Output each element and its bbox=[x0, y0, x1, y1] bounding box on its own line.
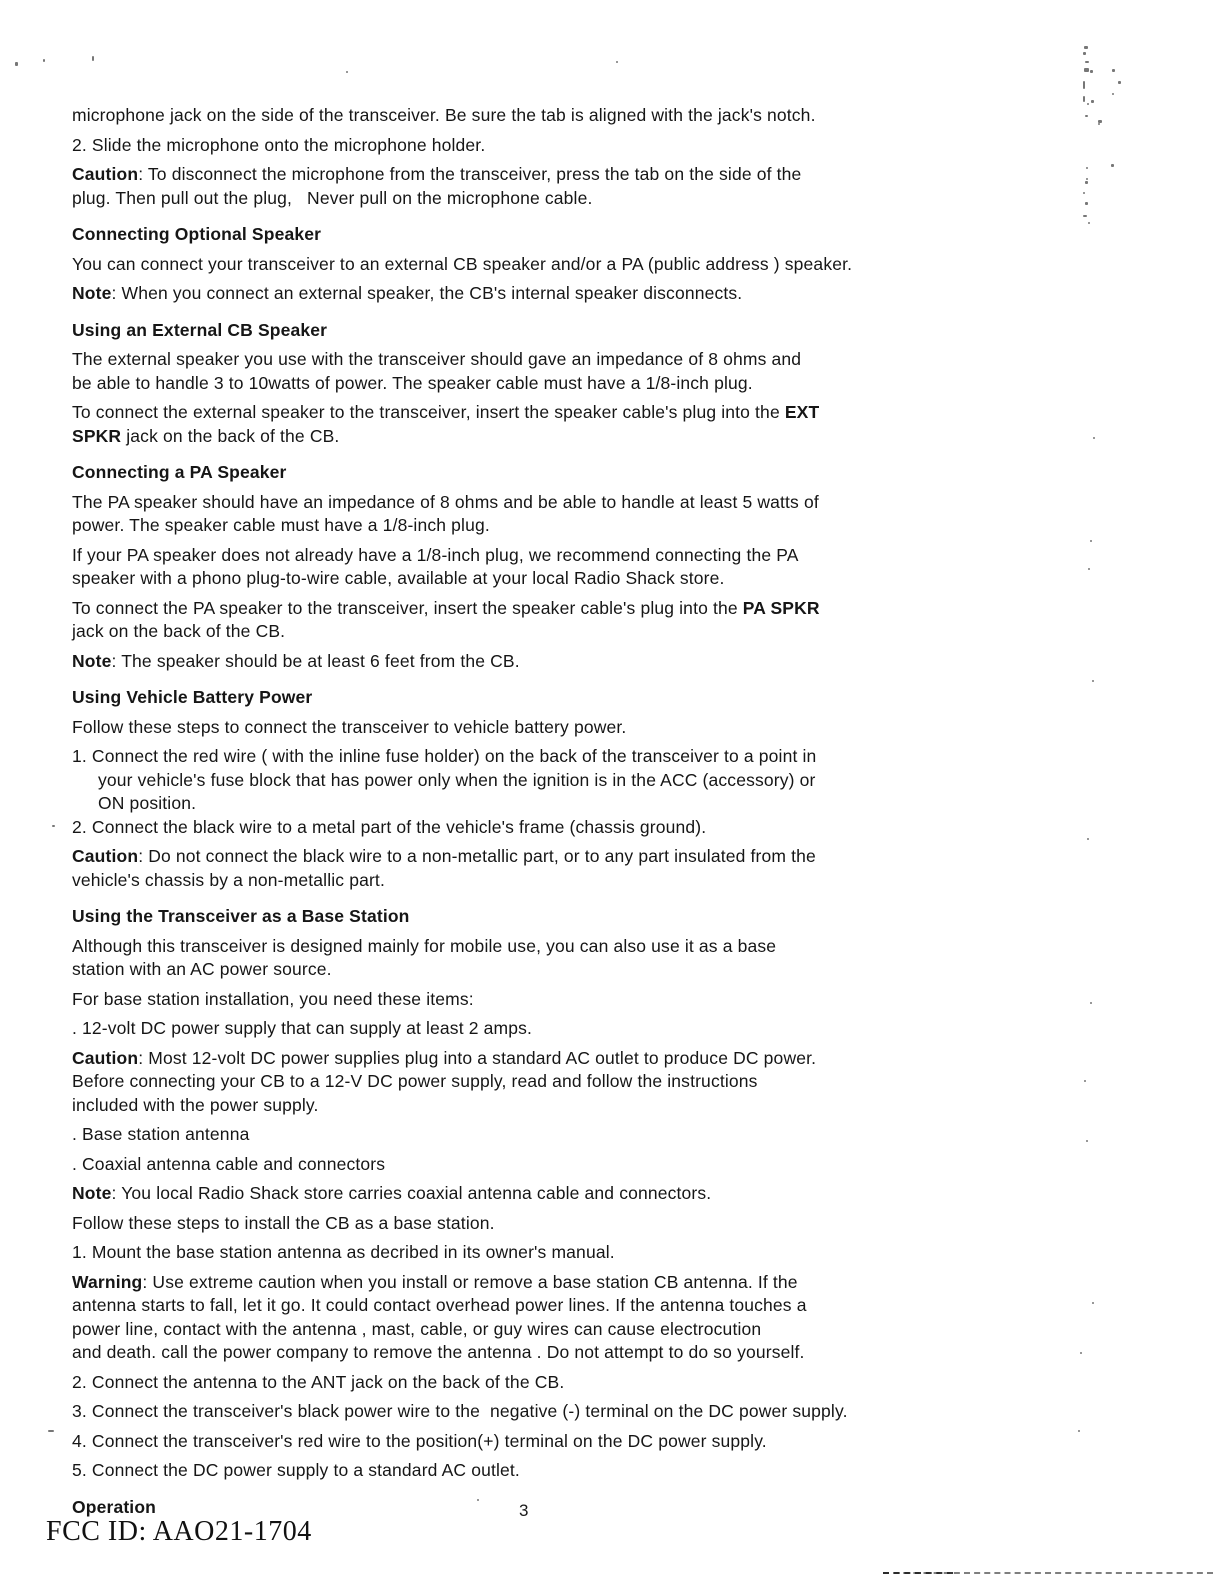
paragraph bbox=[72, 935, 1032, 982]
text-run: and death. call the power company to remove the antenna . Do not attempt to do so yourself. bbox=[72, 1342, 805, 1362]
section-heading bbox=[72, 312, 1032, 343]
paragraph bbox=[72, 491, 1032, 538]
scan-speckle bbox=[1086, 167, 1088, 169]
paragraph bbox=[72, 401, 1032, 448]
text-run: To connect the PA speaker to the transceiver, insert the speaker cable's plug into the bbox=[72, 597, 743, 618]
paragraph bbox=[72, 348, 1032, 395]
text-run: vehicle's chassis by a non-metallic part. bbox=[72, 869, 385, 890]
text-run: : You local Radio Shack store carries coaxial antenna cable and connectors. bbox=[111, 1183, 712, 1203]
text-run: . Coaxial antenna cable and connectors bbox=[72, 1153, 386, 1174]
scan-speckle bbox=[1087, 838, 1089, 840]
paragraph bbox=[72, 845, 1032, 892]
scan-speckle bbox=[1088, 568, 1090, 570]
scan-speckle bbox=[346, 71, 348, 73]
scan-speckle bbox=[1091, 100, 1094, 103]
section-heading bbox=[72, 898, 1032, 929]
paragraph bbox=[72, 716, 1032, 740]
text-run: station with an AC power source. bbox=[72, 959, 332, 979]
text-run: The external speaker you use with the transceiver should gave an impedance of 8 ohms and bbox=[72, 349, 802, 369]
page-number: 3 bbox=[519, 1501, 529, 1520]
text-run: jack on the back of the CB. bbox=[72, 621, 286, 641]
text-run: Using the Transceiver as a Base Station bbox=[72, 906, 410, 926]
text-run: : Most 12-volt DC power supplies plug into a standard AC outlet to produce DC power. bbox=[138, 1047, 817, 1068]
scan-speckle bbox=[1112, 93, 1114, 95]
paragraph bbox=[72, 988, 1032, 1012]
scan-speckle bbox=[1085, 181, 1088, 184]
paragraph bbox=[72, 1123, 1032, 1147]
text-run: 1. Mount the base station antenna as decribed in its owner's manual. bbox=[72, 1242, 615, 1262]
list-item bbox=[72, 745, 1032, 816]
section-heading bbox=[72, 216, 1032, 247]
scan-speckle bbox=[1083, 96, 1085, 102]
text-run: Connecting Optional Speaker bbox=[72, 224, 322, 244]
text-run: : When you connect an external speaker, the CB's internal speaker disconnects. bbox=[111, 283, 743, 303]
bold-text-run: Caution bbox=[72, 846, 139, 866]
bold-text-run: Note bbox=[72, 650, 112, 671]
paragraph bbox=[72, 597, 1032, 644]
scan-speckle bbox=[1083, 81, 1085, 89]
scan-speckle bbox=[48, 1430, 54, 1432]
paragraph bbox=[72, 1271, 1032, 1365]
scan-artifact-dashed-line-dark bbox=[883, 1572, 953, 1574]
text-run: 2. Connect the antenna to the ANT jack on the back of the CB. bbox=[72, 1371, 565, 1392]
scan-speckle bbox=[1093, 437, 1095, 439]
text-run: You can connect your transceiver to an external CB speaker and/or a PA (public address ) speaker. bbox=[72, 253, 853, 274]
bold-text-run: PA SPKR bbox=[742, 597, 820, 618]
text-run: power line, contact with the antenna , mast, cable, or guy wires can cause electrocution bbox=[72, 1318, 762, 1339]
paragraph bbox=[72, 1047, 1032, 1118]
scan-speckle bbox=[1092, 680, 1094, 682]
scan-speckle bbox=[1084, 68, 1089, 72]
scan-speckle bbox=[616, 61, 618, 63]
paragraph bbox=[72, 282, 1032, 306]
text-run: Using an External CB Speaker bbox=[72, 319, 328, 340]
bold-text-run: Warning bbox=[72, 1271, 143, 1292]
scan-speckle bbox=[43, 59, 45, 62]
text-run: microphone jack on the side of the transceiver. Be sure the tab is aligned with the jack's notch. bbox=[72, 105, 816, 125]
text-run: power. The speaker cable must have a 1/8-inch plug. bbox=[72, 515, 490, 535]
paragraph bbox=[72, 816, 1032, 840]
bold-text-run: SPKR bbox=[72, 425, 122, 446]
paragraph bbox=[72, 1182, 1032, 1206]
scan-speckle bbox=[1084, 46, 1088, 49]
text-run: Before connecting your CB to a 12-V DC power supply, read and follow the instructions bbox=[72, 1071, 758, 1091]
paragraph bbox=[72, 1241, 1032, 1265]
text-run: Although this transceiver is designed mainly for mobile use, you can also use it as a base bbox=[72, 935, 777, 956]
text-run: Using Vehicle Battery Power bbox=[72, 687, 313, 707]
paragraph bbox=[72, 1459, 1032, 1483]
section-heading bbox=[72, 679, 1032, 710]
scan-speckle bbox=[52, 825, 55, 827]
paragraph bbox=[72, 104, 1032, 128]
paragraph bbox=[72, 1400, 1032, 1424]
scan-speckle bbox=[1112, 69, 1115, 72]
scan-speckle bbox=[1090, 540, 1092, 542]
text-run: 5. Connect the DC power supply to a standard AC outlet. bbox=[72, 1460, 520, 1480]
scan-speckle bbox=[477, 1499, 479, 1501]
scan-speckle bbox=[1092, 1302, 1094, 1304]
scan-speckle bbox=[1087, 103, 1089, 105]
scan-speckle bbox=[1088, 222, 1090, 224]
text-run: : Do not connect the black wire to a non-metallic part, or to any part insulated from the bbox=[138, 846, 816, 866]
scan-speckle bbox=[1118, 81, 1121, 84]
text-run: : To disconnect the microphone from the transceiver, press the tab on the side of the bbox=[138, 164, 802, 184]
paragraph bbox=[72, 1153, 1032, 1177]
scan-speckle bbox=[1090, 1002, 1092, 1004]
text-run: 1. Connect the red wire ( with the inline fuse holder) on the back of the transceiver to a point in bbox=[72, 746, 817, 766]
paragraph bbox=[72, 1430, 1032, 1454]
document-content bbox=[72, 104, 1032, 1525]
scan-speckle bbox=[1078, 1430, 1080, 1432]
text-run: ON position. bbox=[98, 793, 197, 813]
bold-text-run: Caution bbox=[72, 1047, 139, 1068]
bold-text-run: EXT bbox=[784, 402, 820, 422]
text-run: your vehicle's fuse block that has power only when the ignition is in the ACC (accessory) or bbox=[98, 769, 816, 790]
paragraph bbox=[72, 253, 1032, 277]
paragraph bbox=[72, 544, 1032, 591]
scan-speckle bbox=[1085, 202, 1088, 205]
text-run: 3. Connect the transceiver's black power wire to the negative (-) terminal on the DC power supply. bbox=[72, 1401, 848, 1421]
scan-speckle bbox=[1086, 178, 1088, 180]
bold-text-run: Note bbox=[72, 1183, 112, 1203]
text-run: included with the power supply. bbox=[72, 1094, 319, 1115]
bold-text-run: Caution bbox=[72, 164, 139, 184]
scan-speckle bbox=[15, 62, 18, 66]
paragraph bbox=[72, 1371, 1032, 1395]
text-run: . Base station antenna bbox=[72, 1124, 250, 1144]
text-run: : Use extreme caution when you install or remove a base station CB antenna. If the bbox=[142, 1271, 798, 1292]
scan-speckle bbox=[1083, 52, 1086, 55]
scan-speckle bbox=[1111, 164, 1114, 167]
text-run: Connecting a PA Speaker bbox=[72, 462, 287, 482]
text-run: be able to handle 3 to 10watts of power. The speaker cable must have a 1/8-inch plug. bbox=[72, 372, 753, 393]
scan-speckle bbox=[1083, 215, 1087, 217]
text-run: Follow these steps to connect the transceiver to vehicle battery power. bbox=[72, 716, 627, 737]
paragraph bbox=[72, 163, 1032, 210]
paragraph bbox=[72, 134, 1032, 158]
paragraph bbox=[72, 1212, 1032, 1236]
scan-speckle bbox=[1080, 1352, 1082, 1354]
text-run: Follow these steps to install the CB as a base station. bbox=[72, 1212, 495, 1233]
bold-text-run: Note bbox=[72, 283, 112, 303]
section-heading bbox=[72, 1489, 1032, 1520]
scan-speckle bbox=[1083, 192, 1085, 194]
text-run: speaker with a phono plug-to-wire cable, available at your local Radio Shack store. bbox=[72, 568, 725, 588]
text-run: Operation bbox=[72, 1496, 156, 1517]
text-run: For base station installation, you need these items: bbox=[72, 988, 474, 1009]
scan-speckle bbox=[92, 56, 94, 61]
text-run: 2. Slide the microphone onto the microphone holder. bbox=[72, 134, 486, 155]
text-run: If your PA speaker does not already have a 1/8-inch plug, we recommend connecting the PA bbox=[72, 544, 799, 565]
text-run: 2. Connect the black wire to a metal part of the vehicle's frame (chassis ground). bbox=[72, 816, 707, 837]
scan-speckle bbox=[1085, 115, 1088, 117]
paragraph bbox=[72, 650, 1032, 674]
text-run: . 12-volt DC power supply that can supply at least 2 amps. bbox=[72, 1018, 533, 1038]
scan-speckle bbox=[1098, 123, 1100, 125]
scan-speckle bbox=[1085, 61, 1089, 63]
scan-speckle bbox=[1084, 1080, 1086, 1082]
section-heading bbox=[72, 454, 1032, 485]
text-run: The PA speaker should have an impedance of 8 ohms and be able to handle at least 5 watts of bbox=[72, 491, 819, 512]
fcc-id-label: FCC ID: AAO21-1704 bbox=[46, 1516, 312, 1547]
text-run: : The speaker should be at least 6 feet from the CB. bbox=[111, 650, 520, 671]
text-run: antenna starts to fall, let it go. It could contact overhead power lines. If the antenna touches a bbox=[72, 1295, 807, 1315]
scan-speckle bbox=[1086, 1140, 1088, 1142]
paragraph bbox=[72, 1017, 1032, 1041]
text-run: To connect the external speaker to the transceiver, insert the speaker cable's plug into the bbox=[72, 402, 785, 422]
text-run: plug. Then pull out the plug, Never pull on the microphone cable. bbox=[72, 187, 593, 208]
text-run: 4. Connect the transceiver's red wire to the position(+) terminal on the DC power supply. bbox=[72, 1430, 767, 1451]
scan-speckle bbox=[1090, 70, 1093, 73]
text-run: jack on the back of the CB. bbox=[121, 425, 340, 446]
